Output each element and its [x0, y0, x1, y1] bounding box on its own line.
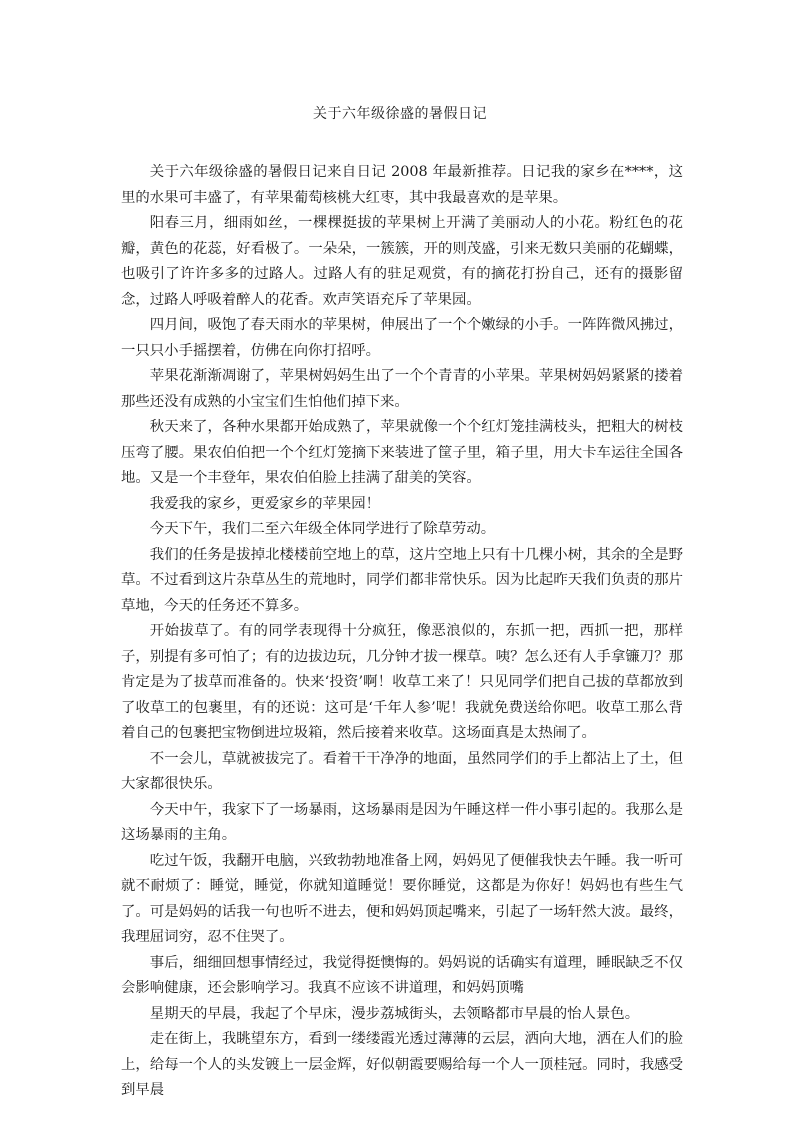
paragraph: 我爱我的家乡，更爱家乡的苹果园！ — [149, 495, 381, 512]
document-body — [121, 160, 683, 1104]
paragraph: 四月间，吸饱了春天雨水的苹果树，伸展出了一个个嫩绿的小手。一阵阵微风拂过，一只只小手摇摆着，仿佛在向你打招呼。 — [121, 317, 683, 359]
paragraph: 今天下午，我们二至六年级全体同学进行了除草劳动。 — [149, 521, 496, 537]
paragraph: 今天中午，我家下了一场暴雨，这场暴雨是因为午睡这样一件小事引起的。我那么是这场暴雨的主角。 — [121, 801, 683, 843]
paragraph: 我们的任务是拔掉北楼楼前空地上的草，这片空地上只有十几棵小树，其余的全是野草。不过看到这片杂草丛生的荒地时，同学们都非常快乐。因为比起昨天我们负责的那片草地，今天的任务还不算多。 — [121, 546, 683, 614]
paragraph: 不一会儿，草就被拔完了。看着干干净净的地面，虽然同学们的手上都沾上了土，但大家都很快乐。 — [121, 750, 683, 792]
paragraph: 阳春三月，细雨如丝，一棵棵挺拔的苹果树上开满了美丽动人的小花。粉红色的花瓣，黄色的花蕊，好看极了。一朵朵，一簇簇，开的则茂盛，引来无数只美丽的花蝴蝶，也吸引了许许多多的过路人。过路人有的驻足观赏，有的摘花打扮自己，还有的摄影留念，过路人呼吸着醉人的花香。欢声笑语充斥了苹果园。 — [121, 215, 683, 308]
document-title: 关于六年级徐盛的暑假日记 — [313, 106, 487, 122]
paragraph: 开始拔草了。有的同学表现得十分疯狂，像恶浪似的，东抓一把，西抓一把，那样子，别提有多可怕了；有的边拔边玩，几分钟才拔一棵草。咦？怎么还有人手拿镰刀？那肯定是为了拔草而准备的。快来‘投资’啊！收草工来了！只见同学们把自己拔的草都放到了收草工的包裹里，有的还说：这可是‘千年人参’呢！我就免费送给你吧。收草工那么背着自己的包裹把宝物倒进垃圾箱，然后接着来收草。这场面真是太热闹了。 — [121, 623, 683, 741]
paragraph: 吃过午饭，我翻开电脑，兴致勃勃地准备上网，妈妈见了便催我快去午睡。我一听可就不耐烦了：睡觉，睡觉，你就知道睡觉！要你睡觉，这都是为你好！妈妈也有些生气了。可是妈妈的话我一句也听不进去，便和妈妈顶起嘴来，引起了一场轩然大波。最终，我理屈词穷，忍不住哭了。 — [121, 852, 683, 945]
paragraph: 秋天来了，各种水果都开始成熟了，苹果就像一个个红灯笼挂满枝头，把粗大的树枝压弯了腰。果农伯伯把一个个红灯笼摘下来装进了筐子里，箱子里，用大卡车运往全国各地。又是一个丰登年，果农伯伯脸上挂满了甜美的笑容。 — [121, 419, 683, 486]
paragraph: 星期天的早晨，我起了个早床，漫步荔城街头，去领略都市早晨的怡人景色。 — [149, 1005, 640, 1022]
paragraph: 走在街上，我眺望东方，看到一缕缕霞光透过薄薄的云层，洒向大地，洒在人们的脸上，给每一个人的头发镀上一层金辉，好似朝霞要赐给每一个人一顶桂冠。同时，我感受到早晨 — [121, 1031, 683, 1098]
paragraph: 事后，细细回想事情经过，我觉得挺懊悔的。妈妈说的话确实有道理，睡眠缺乏不仅会影响健康，还会影响学习。我真不应该不讲道理，和妈妈顶嘴 — [121, 954, 683, 996]
paragraph: 关于六年级徐盛的暑假日记来自日记 2008 年最新推荐。日记我的家乡在****，这里的水果可丰盛了，有苹果葡萄核桃大红枣，其中我最喜欢的是苹果。 — [121, 164, 683, 206]
paragraph: 苹果花渐渐凋谢了，苹果树妈妈生出了一个个青青的小苹果。苹果树妈妈紧紧的搂着那些还没有成熟的小宝宝们生怕他们掉下来。 — [121, 368, 683, 410]
